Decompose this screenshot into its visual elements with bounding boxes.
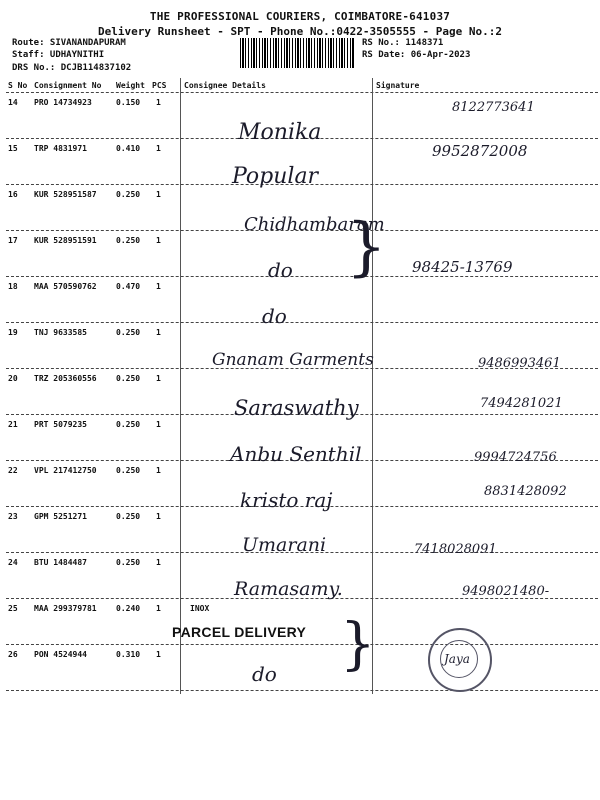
barcode bbox=[240, 38, 354, 68]
row-consignment: PRT 5079235 bbox=[34, 420, 87, 429]
signature-phone: 9994724756 bbox=[474, 450, 557, 465]
col-consignee: Consignee Details bbox=[184, 81, 266, 90]
col-signature: Signature bbox=[376, 81, 420, 90]
row-sno: 25 bbox=[8, 604, 18, 613]
row-sno: 24 bbox=[8, 558, 18, 567]
row-weight: 0.250 bbox=[116, 466, 141, 475]
row-weight: 0.310 bbox=[116, 650, 141, 659]
row-sno: 15 bbox=[8, 144, 18, 153]
row-pcs: 1 bbox=[156, 328, 161, 337]
consignee-name: Chidhambaram bbox=[244, 214, 385, 235]
row-consignment: MAA 570590762 bbox=[34, 282, 97, 291]
col-weight: Weight bbox=[116, 81, 145, 90]
row-consignment: KUR 528951591 bbox=[34, 236, 97, 245]
row-pcs: 1 bbox=[156, 144, 161, 153]
row-weight: 0.250 bbox=[116, 374, 141, 383]
table-row bbox=[6, 644, 598, 691]
consignee-name: do bbox=[252, 662, 277, 686]
row-pcs: 1 bbox=[156, 604, 161, 613]
signature-phone: 9486993461 bbox=[478, 356, 561, 371]
consignee-name: Monika bbox=[238, 120, 322, 145]
row-consignment: VPL 217412750 bbox=[34, 466, 97, 475]
consignee-name: Umarani bbox=[242, 534, 327, 556]
row-sno: 14 bbox=[8, 98, 18, 107]
row-pcs: 1 bbox=[156, 236, 161, 245]
row-consignment: BTU 1484487 bbox=[34, 558, 87, 567]
row-weight: 0.250 bbox=[116, 558, 141, 567]
row-sno: 21 bbox=[8, 420, 18, 429]
consignee-name: Saraswathy bbox=[234, 396, 359, 420]
row-consignment: TRZ 205360556 bbox=[34, 374, 97, 383]
col-pcs: PCS bbox=[152, 81, 167, 90]
rs-number: RS No.: 1148371 bbox=[362, 38, 444, 48]
row-sno: 18 bbox=[8, 282, 18, 291]
route-label: Route: SIVANANDAPURAM bbox=[12, 38, 126, 48]
consignee-name: do bbox=[262, 304, 287, 328]
staff-label: Staff: UDHAYNITHI bbox=[12, 50, 105, 60]
row-weight: 0.250 bbox=[116, 190, 141, 199]
row-weight: 0.240 bbox=[116, 604, 141, 613]
table-header bbox=[6, 78, 598, 93]
row-sno: 19 bbox=[8, 328, 18, 337]
consignee-name: Gnanam Garments bbox=[212, 350, 374, 370]
consignee-name: do bbox=[268, 258, 293, 282]
signature-phone: 9952872008 bbox=[432, 142, 528, 160]
row-pcs: 1 bbox=[156, 558, 161, 567]
row-pcs: 1 bbox=[156, 420, 161, 429]
row-pcs: 1 bbox=[156, 190, 161, 199]
row-pcs: 1 bbox=[156, 282, 161, 291]
signature-phone: 9498021480- bbox=[462, 584, 550, 599]
consignee-name: kristo raj bbox=[240, 488, 333, 512]
row-weight: 0.250 bbox=[116, 512, 141, 521]
row-pcs: 1 bbox=[156, 650, 161, 659]
row-pcs: 1 bbox=[156, 98, 161, 107]
row-weight: 0.150 bbox=[116, 98, 141, 107]
row-consignment: PON 4524944 bbox=[34, 650, 87, 659]
row-weight: 0.250 bbox=[116, 236, 141, 245]
row-weight: 0.410 bbox=[116, 144, 141, 153]
row-sno: 16 bbox=[8, 190, 18, 199]
brace-mark: } bbox=[346, 210, 387, 284]
col-consignment: Consignment No bbox=[34, 81, 102, 90]
row-sno: 20 bbox=[8, 374, 18, 383]
rs-date: RS Date: 06-Apr-2023 bbox=[362, 50, 471, 60]
consignee-name: Ramasamy. bbox=[234, 578, 343, 600]
row-weight: 0.470 bbox=[116, 282, 141, 291]
row-sno: 23 bbox=[8, 512, 18, 521]
row-weight: 0.250 bbox=[116, 420, 141, 429]
stamp-signature: Jaya bbox=[444, 652, 470, 666]
signature-phone: 8122773641 bbox=[452, 100, 535, 115]
row-consignment: KUR 528951587 bbox=[34, 190, 97, 199]
row-consignment: TRP 4831971 bbox=[34, 144, 87, 153]
runsheet-title: THE PROFESSIONAL COURIERS, COIMBATORE-641037 bbox=[149, 10, 451, 23]
row-consignment: GPM 5251271 bbox=[34, 512, 87, 521]
row-sno: 26 bbox=[8, 650, 18, 659]
table-row bbox=[6, 276, 598, 323]
signature-phone: 98425-13769 bbox=[412, 258, 513, 276]
consignee-name: Anbu Senthil bbox=[230, 442, 362, 466]
brace-mark: } bbox=[340, 612, 376, 677]
consignee-name: Popular bbox=[232, 164, 319, 189]
signature-phone: 7494281021 bbox=[480, 396, 563, 411]
row-consignment: TNJ 9633585 bbox=[34, 328, 87, 337]
signature-phone: 7418028091 bbox=[414, 542, 497, 557]
row-pcs: 1 bbox=[156, 512, 161, 521]
row-pcs: 1 bbox=[156, 374, 161, 383]
row-consignment: PRO 14734923 bbox=[34, 98, 92, 107]
row-pcs: 1 bbox=[156, 466, 161, 475]
row-consignment: MAA 299379781 bbox=[34, 604, 97, 613]
drs-number: DRS No.: DCJB114837102 bbox=[12, 63, 132, 73]
row-sno: 22 bbox=[8, 466, 18, 475]
runsheet-subtitle: Delivery Runsheet - SPT - Phone No.:0422-3505555 - Page No.:2 bbox=[98, 25, 502, 38]
col-sno: S No bbox=[8, 81, 28, 90]
signature-phone: 8831428092 bbox=[484, 484, 567, 499]
inox-label: INOX bbox=[190, 604, 210, 613]
row-weight: 0.250 bbox=[116, 328, 141, 337]
row-sno: 17 bbox=[8, 236, 18, 245]
parcel-delivery-stamp: PARCEL DELIVERY bbox=[172, 624, 307, 640]
